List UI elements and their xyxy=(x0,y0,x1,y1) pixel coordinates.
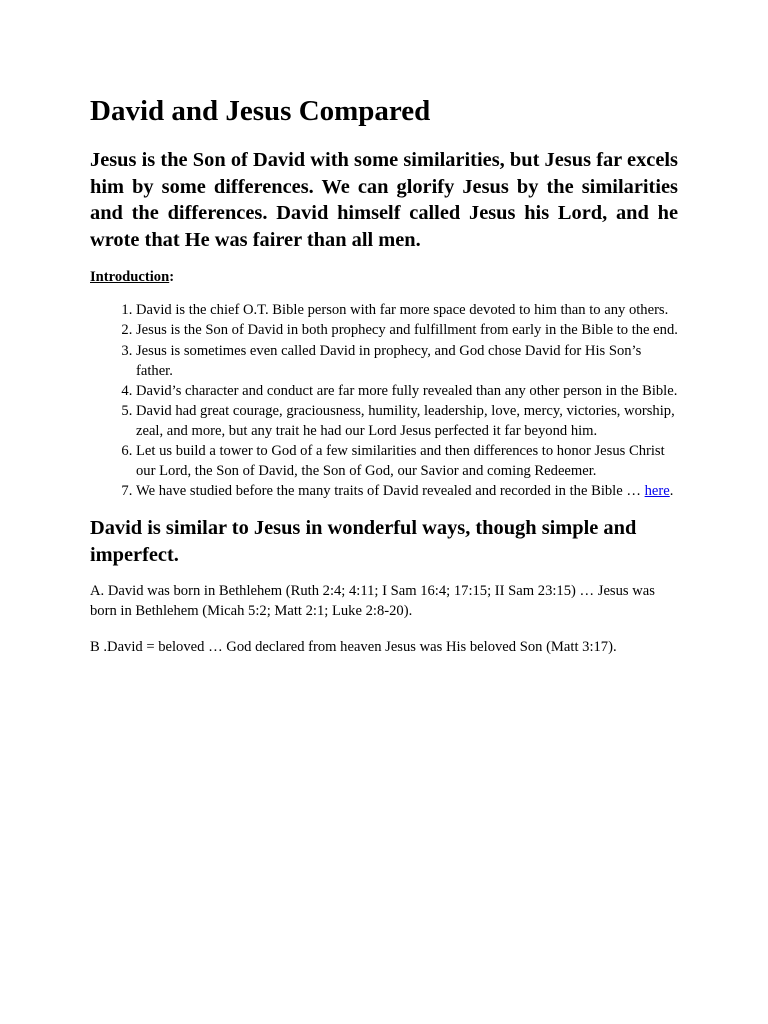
list-item: 6. Let us build a tower to God of a few similarities and then differences to honor Jesus Christ our Lord, the Son of David, the Son of God, our Savior and coming Redeemer. xyxy=(136,441,678,481)
section-heading: David is similar to Jesus in wonderful ways, though simple and imperfect. xyxy=(90,517,637,567)
introduction-list xyxy=(90,300,678,501)
list-item: 5. David had great courage, graciousness, humility, leadership, love, mercy, victories, worship, zeal, and more, but any trait he had our Lord Jesus perfected it far beyond him. xyxy=(136,401,678,441)
list-item: 1. David is the chief O.T. Bible person with far more space devoted to him than to any others. xyxy=(136,300,678,320)
introduction-heading xyxy=(90,267,678,287)
document-title: David and Jesus Compared xyxy=(90,95,431,127)
here-link[interactable]: here xyxy=(644,483,670,500)
document-subtitle: Jesus is the Son of David with some similarities, but Jesus far excels him by some differences. We can glorify Jesus by the similarities and the differences. David himself called Jesus his Lord, and he wrote that He was fairer than all men. xyxy=(90,149,678,251)
document-page xyxy=(90,93,678,673)
paragraph-b: B .David = beloved … God declared from heaven Jesus was His beloved Son (Matt 3:17). xyxy=(90,639,617,656)
paragraph-a: A. David was born in Bethlehem (Ruth 2:4; 4:11; I Sam 16:4; 17:15; II Sam 23:15) … Jesus was born in Bethlehem (Micah 5:2; Matt 2:1; Luke 2:8-20). xyxy=(90,582,655,619)
list-item-text: We have studied before the many traits of David revealed and recorded in the Bible … xyxy=(136,483,645,500)
introduction-label: Introduction xyxy=(90,269,170,286)
list-item-end: . xyxy=(669,483,674,500)
introduction-colon: : xyxy=(169,269,175,286)
list-item: 3. Jesus is sometimes even called David in prophecy, and God chose David for His Son’s father. xyxy=(136,341,678,381)
list-item: 2. Jesus is the Son of David in both prophecy and fulfillment from early in the Bible to the end. xyxy=(136,320,678,340)
list-item: 4. David’s character and conduct are far more fully revealed than any other person in the Bible. xyxy=(136,381,678,401)
list-item xyxy=(136,481,678,501)
